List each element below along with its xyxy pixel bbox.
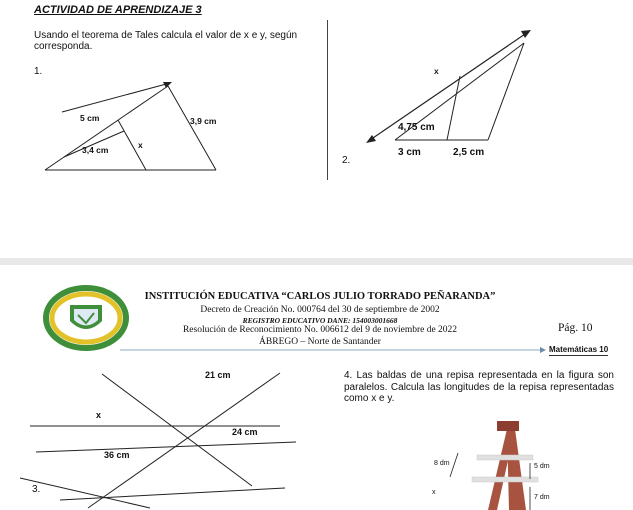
ex1-label-3-9cm: 3,9 cm	[190, 116, 217, 126]
dane-registry: REGISTRO EDUCATIVO DANE: 154003001668	[242, 316, 398, 325]
location: ÁBREGO – Norte de Santander	[259, 337, 381, 347]
activity-instruction: Usando el teorema de Tales calcula el valor de x e y, según corresponda.	[34, 30, 298, 52]
institution-name: INSTITUCIÓN EDUCATIVA “CARLOS JULIO TORRADO PEÑARANDA”	[144, 291, 496, 302]
ex3-label-36cm: 36 cm	[104, 450, 130, 460]
ex1-label-3-4cm: 3,4 cm	[82, 145, 109, 155]
ex2-label-2-5cm: 2,5 cm	[453, 147, 485, 158]
exercise-2-number: 2.	[342, 155, 351, 166]
exercise-4-text: 4. Las baldas de una repisa representada en la figura son paralelos. Calcula las longitudes de la repisa representadas como x e y.	[344, 370, 614, 404]
ex2-label-4-75cm: 4,75 cm	[398, 122, 435, 133]
creation-decree: Decreto de Creación No. 000764 del 30 de septiembre de 2002	[200, 305, 440, 315]
ex3-label-24cm: 24 cm	[232, 427, 258, 437]
exercise-3-figure	[0, 360, 330, 510]
ex4-label-7dm: 7 dm	[534, 494, 550, 501]
ex1-label-x: x	[138, 140, 143, 150]
ex2-label-x: x	[434, 66, 439, 76]
page-number: Pág. 10	[558, 322, 593, 334]
ex1-label-5cm: 5 cm	[80, 113, 100, 123]
page-break	[0, 258, 633, 265]
recognition-resolution: Resolución de Reconocimiento No. 006612 del 9 de noviembre de 2022	[182, 325, 458, 335]
header-rule	[0, 340, 633, 360]
ex4-label-x: x	[432, 489, 436, 496]
exercise-1-number: 1.	[34, 66, 43, 77]
ex4-label-5dm: 5 dm	[534, 463, 550, 470]
ex3-label-21cm: 21 cm	[205, 370, 231, 380]
exercise-3-number: 3.	[32, 484, 41, 495]
activity-title: ACTIVIDAD DE APRENDIZAJE 3	[34, 4, 202, 16]
ex4-label-8dm: 8 dm	[434, 460, 450, 467]
ex2-label-3cm: 3 cm	[398, 147, 421, 158]
subject-label: Matemáticas 10	[549, 345, 609, 354]
shelf-figure	[380, 415, 633, 510]
ex3-label-x: x	[96, 410, 102, 420]
